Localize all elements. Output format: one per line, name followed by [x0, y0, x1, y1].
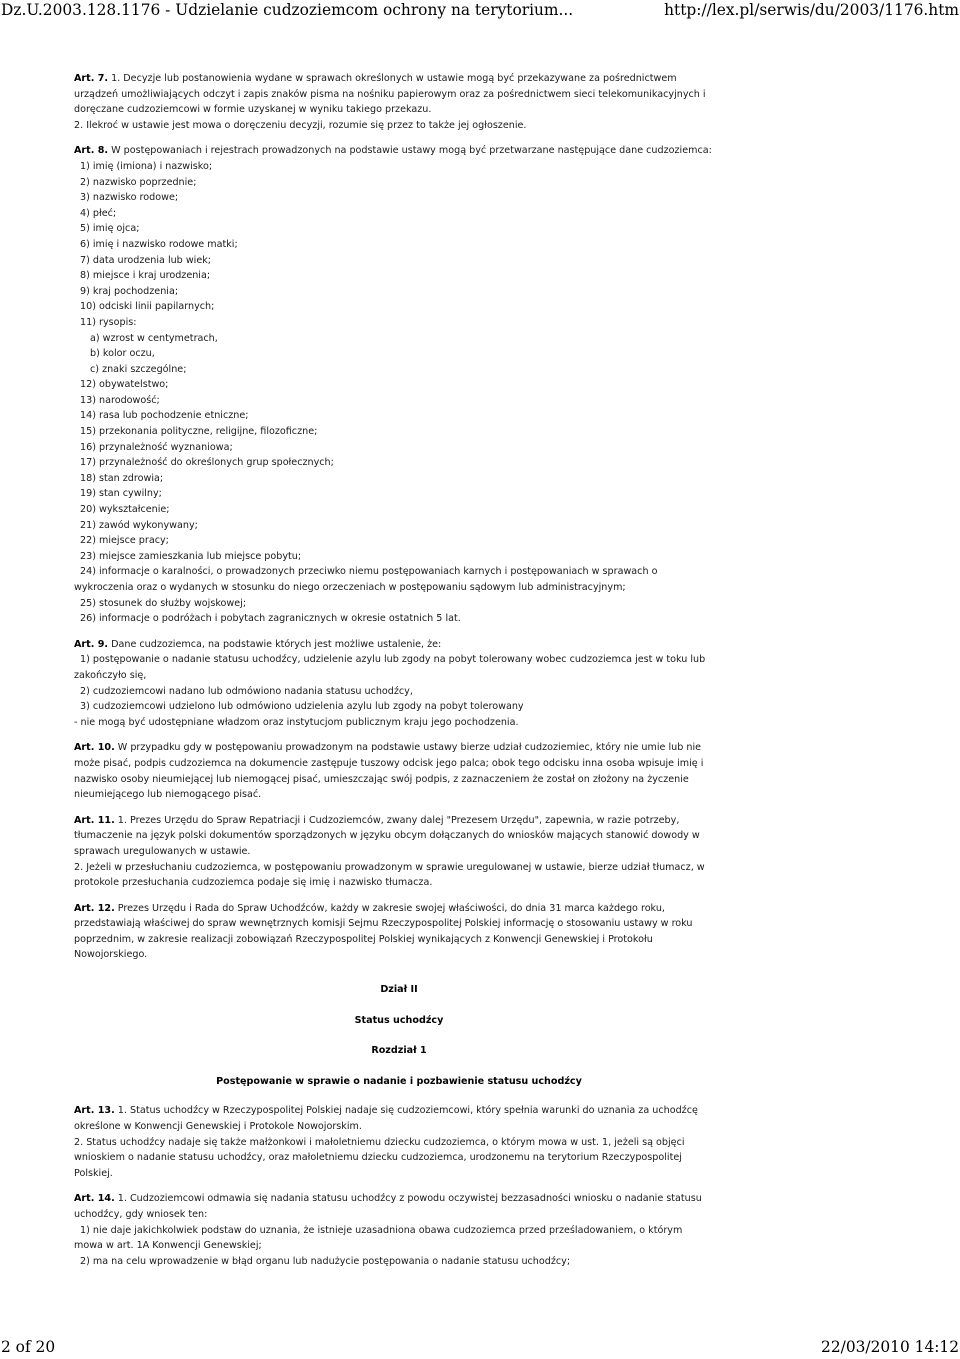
list-item: 17) przynależność do określonych grup społecznych;	[80, 457, 334, 469]
list-item: 3) cudzoziemcowi udzielono lub odmówiono udzielenia azylu lub zgody na pobyt tolerowany	[80, 701, 524, 713]
paragraph-text: może pisać, podpis cudzoziemca na dokumencie zastępuje tuszowy odcisk jego palca; obok tego odcisku inna osoba wpisuje imię i	[74, 757, 704, 769]
list-item: 2) ma na celu wprowadzenie w błąd organu lub nadużycie postępowania o nadanie statusu uchodźcy;	[80, 1255, 571, 1267]
list-item: 13) narodowość;	[80, 394, 160, 406]
list-item: 12) obywatelstwo;	[80, 379, 169, 391]
article-13	[74, 1103, 724, 1181]
article-14	[74, 1191, 724, 1269]
list-item: 6) imię i nazwisko rodowe matki;	[80, 238, 238, 250]
paragraph-text: nazwisko osoby nieumiejącej lub niemogącej pisać, umieszczając swój podpis, z zaznaczeniem że został on złożony na życzenie	[74, 773, 689, 785]
document-body	[74, 71, 724, 1269]
list-item: 9) kraj pochodzenia;	[80, 285, 179, 297]
paragraph-text: W postępowaniach i rejestrach prowadzonych na podstawie ustawy mogą być przetwarzane następujące dane cudzoziemca:	[108, 145, 712, 157]
paragraph-text: Nowojorskiego.	[74, 949, 148, 961]
list-item: 25) stosunek do służby wojskowej;	[80, 597, 247, 609]
list-item: 24) informacje o karalności, o prowadzonych przeciwko niemu postępowaniach karnych i postępowaniach w sprawach o	[80, 566, 658, 578]
list-item: 14) rasa lub pochodzenie etniczne;	[80, 410, 249, 422]
print-datetime: 22/03/2010 14:12	[821, 1338, 959, 1356]
article-9	[74, 637, 724, 731]
list-item: 5) imię ojca;	[80, 223, 140, 235]
chapter-heading: Rozdział 1	[371, 1045, 427, 1057]
sub-list-item: a) wzrost w centymetrach,	[90, 332, 218, 344]
paragraph-text: 2. Ilekroć w ustawie jest mowa o doręczeniu decyzji, rozumie się przez to także jej ogłoszenie.	[74, 119, 527, 131]
list-item: 15) przekonania polityczne, religijne, filozoficzne;	[80, 426, 318, 438]
list-item: 26) informacje o podróżach i pobytach zagranicznych w okresie ostatnich 5 lat.	[80, 613, 461, 625]
paragraph-text: 1. Decyzje lub postanowienia wydane w sprawach określonych w ustawie mogą być przekazywane za pośrednictwem	[108, 73, 677, 84]
paragraph-text: uchodźcy, gdy wniosek ten:	[74, 1209, 208, 1220]
article-number: Art. 12.	[74, 902, 115, 914]
paragraph-text: 2. Status uchodźcy nadaje się także małżonkowi i małoletniemu dziecku cudzoziemca, o którym mowa w ust. 1, jeżeli są objęci	[74, 1136, 685, 1148]
paragraph-text: 1. Status uchodźcy w Rzeczypospolitej Polskiej nadaje się cudzoziemcowi, który spełnia warunki do uznania za uchodźcę	[114, 1105, 698, 1117]
article-number: Art. 7.	[74, 73, 109, 84]
paragraph-text: nieumiejącego lub niemogącego pisać.	[74, 789, 262, 801]
paragraph-text: Prezes Urzędu i Rada do Spraw Uchodźców, każdy w zakresie swojej właściwości, do dnia 31 marca każdego roku,	[114, 902, 665, 914]
list-item: 2) nazwisko poprzednie;	[80, 176, 197, 188]
paragraph-text: tłumaczenie na język polski dokumentów sporządzonych w języku obcym dołączanych do wniosków mających stanowić dowody w	[74, 830, 700, 842]
list-item: 22) miejsce pracy;	[80, 535, 169, 547]
article-7	[74, 71, 724, 133]
list-item: 19) stan cywilny;	[80, 488, 162, 500]
list-item: 20) wykształcenie;	[80, 504, 170, 516]
list-item: 3) nazwisko rodowe;	[80, 192, 179, 204]
list-item: 1) postępowanie o nadanie statusu uchodźcy, udzielenie azylu lub zgody na pobyt tolerowany wobec cudzoziemca jest w toku lub	[80, 654, 706, 666]
list-item-continuation: wykroczenia oraz o wydanych w stosunku do niego orzeczeniach w postępowaniu sądowym lub administracyjnym;	[74, 582, 626, 593]
page-footer	[0, 1337, 960, 1359]
paragraph-text: Polskiej.	[74, 1167, 113, 1179]
paragraph-text: wnioskiem o nadanie statusu uchodźcy, oraz małoletniemu dziecku cudzoziemca, urodzonemu na terytorium Rzeczypospolitej	[74, 1152, 682, 1164]
page-counter: 2 of 20	[1, 1338, 56, 1356]
article-number: Art. 8.	[74, 145, 109, 157]
article-number: Art. 14.	[74, 1193, 115, 1205]
paragraph-text: W przypadku gdy w postępowaniu prowadzonym na podstawie ustawy bierze udział cudzoziemiec, który nie umie lub nie	[114, 742, 702, 754]
paragraph-text: 1. Cudzoziemcowi odmawia się nadania statusu uchodźcy z powodu oczywistej bezzasadności wniosku o nadanie statusu	[114, 1193, 702, 1205]
article-number: Art. 9.	[74, 638, 109, 650]
paragraph-text: Dane cudzoziemca, na podstawie których jest możliwe ustalenie, że:	[108, 638, 442, 650]
list-item: 18) stan zdrowia;	[80, 472, 164, 484]
list-item: 23) miejsce zamieszkania lub miejsce pobytu;	[80, 550, 302, 562]
article-8	[74, 143, 724, 626]
paragraph-text: - nie mogą być udostępniane władzom oraz instytucjom publicznym kraju jego pochodzenia.	[74, 716, 519, 728]
list-item: 1) imię (imiona) i nazwisko;	[80, 160, 213, 172]
list-item-continuation: mowa w art. 1A Konwencji Genewskiej;	[74, 1240, 262, 1252]
article-11	[74, 813, 724, 891]
paragraph-text: urządzeń umożliwiających odczyt i zapis znaków pisma na nośniku papierowym oraz za pośrednictwem sieci telekomunikacyjnych i	[74, 88, 706, 100]
sub-list-item: c) znaki szczególne;	[90, 363, 187, 375]
paragraph-text: 2. Jeżeli w przesłuchaniu cudzoziemca, w postępowaniu prowadzonym w sprawie uregulowanej w ustawie, bierze udział tłumacz, w	[74, 861, 705, 873]
chapter-title: Postępowanie w sprawie o nadanie i pozbawienie statusu uchodźcy	[216, 1075, 582, 1087]
article-number: Art. 10.	[74, 742, 115, 754]
article-number: Art. 13.	[74, 1105, 115, 1117]
page-header	[0, 0, 960, 22]
paragraph-text: 1. Prezes Urzędu do Spraw Repatriacji i Cudzoziemców, zwany dalej "Prezesem Urzędu", zapewnia, w razie potrzeby,	[114, 814, 680, 826]
article-number: Art. 11.	[74, 814, 115, 826]
list-item: 4) płeć;	[80, 207, 117, 219]
list-item: 11) rysopis:	[80, 316, 137, 328]
list-item: 21) zawód wykonywany;	[80, 519, 198, 531]
section-heading-dzial: Dział II	[380, 984, 418, 996]
page-url: http://lex.pl/serwis/du/2003/1176.htm	[664, 1, 959, 19]
article-12	[74, 901, 724, 963]
list-item: 16) przynależność wyznaniowa;	[80, 441, 233, 453]
article-10	[74, 740, 724, 802]
section-heading-status: Status uchodźcy	[354, 1014, 444, 1026]
list-item: 2) cudzoziemcowi nadano lub odmówiono nadania statusu uchodźcy,	[80, 685, 413, 697]
paragraph-text: sprawach uregulowanych w ustawie.	[74, 845, 251, 857]
list-item-continuation: zakończyło się,	[74, 669, 147, 681]
paragraph-text: przedstawiają właściwej do spraw wewnętrznych komisji Sejmu Rzeczypospolitej Polskiej informację o stosowaniu ustawy w roku	[74, 918, 693, 930]
paragraph-text: doręczane cudzoziemcowi w formie uzyskanej w wyniku takiego przekazu.	[74, 104, 432, 116]
paragraph-text: protokole przesłuchania cudzoziemca podaje się imię i nazwisko tłumacza.	[74, 877, 433, 889]
list-item: 7) data urodzenia lub wiek;	[80, 254, 212, 266]
document-title: Dz.U.2003.128.1176 - Udzielanie cudzoziemcom ochrony na terytorium...	[1, 1, 574, 19]
list-item: 8) miejsce i kraj urodzenia;	[80, 270, 211, 282]
sub-list-item: b) kolor oczu,	[90, 348, 155, 360]
list-item: 1) nie daje jakichkolwiek podstaw do uznania, że istnieje uzasadniona obawa cudzoziemca przed prześladowaniem, o którym	[80, 1224, 683, 1236]
paragraph-text: określone w Konwencji Genewskiej i Protokole Nowojorskim.	[74, 1121, 362, 1133]
list-item: 10) odciski linii papilarnych;	[80, 301, 215, 313]
paragraph-text: poprzednim, w zakresie realizacji zobowiązań Rzeczypospolitej Polskiej wynikających z Konwencji Genewskiej i Protokołu	[74, 933, 653, 945]
